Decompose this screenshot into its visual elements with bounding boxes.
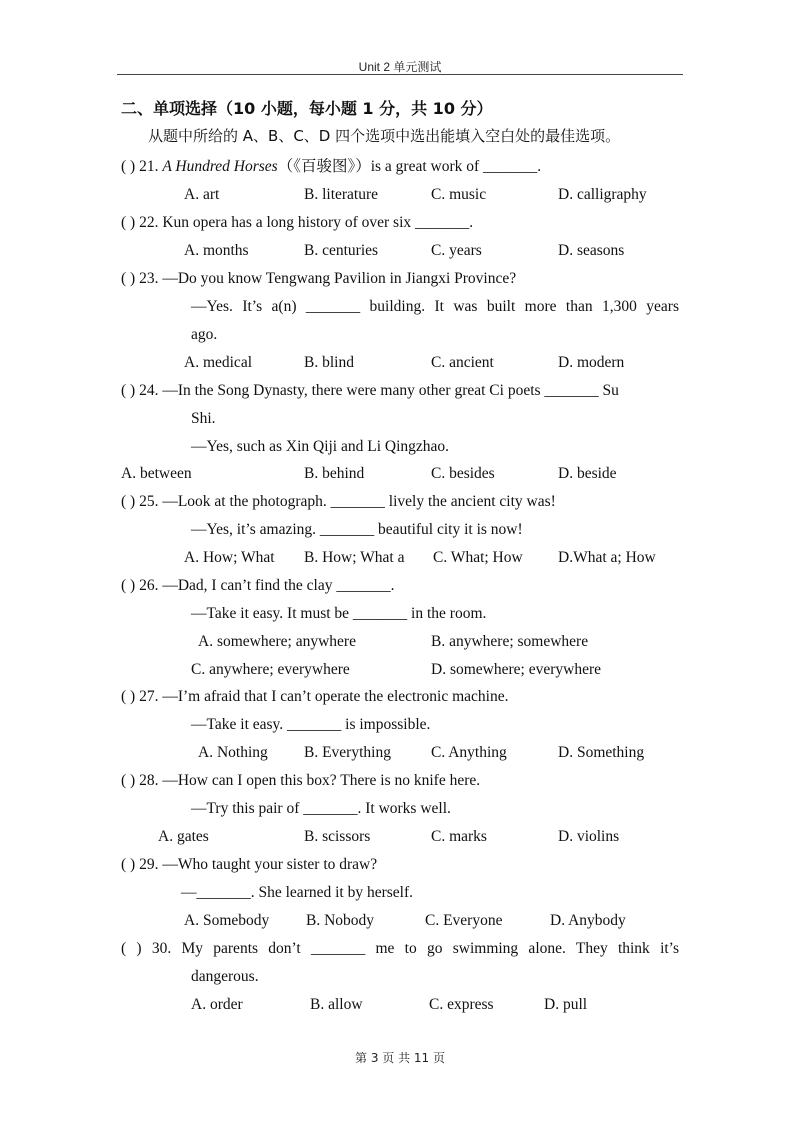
option-c: C. marks [431, 828, 487, 845]
answer-blank: ( ) [121, 158, 136, 175]
dialogue-reply: —_______. She learned it by herself. [181, 884, 414, 901]
answer-blank: ( ) [121, 688, 136, 705]
question-number: 29. [139, 856, 159, 873]
answer-blank: ( ) [121, 577, 136, 594]
option-c: C. years [431, 242, 482, 259]
option-d: D. Anybody [550, 912, 626, 929]
question-stem-line: ago. [191, 326, 218, 343]
question-stem: —Dad, I can’t find the clay _______. [162, 577, 395, 594]
question-number: 28. [139, 772, 159, 789]
dialogue-reply: —Yes, it’s amazing. _______ beautiful city it is now! [191, 521, 523, 538]
artwork-title: A Hundred Horses [162, 158, 278, 175]
answer-blank: ( ) [121, 940, 142, 957]
option-c: C. besides [431, 465, 495, 482]
option-b: B. scissors [304, 828, 371, 845]
question-stem: —Do you know Tengwang Pavilion in Jiangxi Province? [162, 270, 517, 287]
option-a: A. How; What [184, 549, 275, 566]
question-30-line [121, 939, 679, 959]
dialogue-reply: —Take it easy. _______ is impossible. [191, 716, 431, 733]
option-a: A. Nothing [198, 744, 268, 761]
question-number: 25. [139, 493, 159, 510]
section-title: 二、单项选择（10 小题，每小题 1 分，共 10 分） [121, 99, 493, 118]
question-stem: —In the Song Dynasty, there were many other great Ci poets _______ Su [162, 382, 619, 399]
option-d: D. pull [544, 996, 588, 1013]
option-d: D.What a; How [558, 549, 656, 566]
option-b: B. behind [304, 465, 365, 482]
question-number: 24. [139, 382, 159, 399]
option-c: C. anywhere; everywhere [191, 661, 350, 678]
option-b: B. literature [304, 186, 379, 203]
option-b: B. Everything [304, 744, 391, 761]
option-d: D. calligraphy [558, 186, 647, 203]
answer-blank: ( ) [121, 214, 136, 231]
dialogue-reply: —Take it easy. It must be _______ in the room. [191, 605, 487, 622]
question-number: 21. [139, 158, 159, 175]
option-a: A. order [191, 996, 243, 1013]
question-stem: My parents don’t _______ me to go swimming alone. They think it’s [181, 940, 680, 957]
question-28 [121, 771, 480, 791]
option-c: C. Anything [431, 744, 507, 761]
question-number: 23. [139, 270, 159, 287]
question-stem-line: Shi. [191, 410, 216, 427]
question-25 [121, 492, 556, 512]
answer-blank: ( ) [121, 270, 136, 287]
option-a: A. gates [158, 828, 209, 845]
option-b: B. Nobody [306, 912, 375, 929]
question-number: 27. [139, 688, 159, 705]
option-c: C. What; How [433, 549, 523, 566]
question-27 [121, 687, 508, 707]
dialogue-reply: —Yes, such as Xin Qiji and Li Qingzhao. [191, 438, 450, 455]
page-footer: 第 3 页 共 11 页 [355, 1051, 445, 1065]
option-d: D. modern [558, 354, 625, 371]
section-instructions: 从题中所给的 A、B、C、D 四个选项中选出能填入空白处的最佳选项。 [148, 127, 621, 145]
answer-blank: ( ) [121, 382, 136, 399]
option-c: C. ancient [431, 354, 494, 371]
question-stem-line: dangerous. [191, 968, 259, 985]
option-b: B. How; What a [304, 549, 405, 566]
question-number: 30. [151, 940, 172, 957]
question-stem: —Look at the photograph. _______ lively the ancient city was! [162, 493, 556, 510]
option-d: D. seasons [558, 242, 625, 259]
question-21 [121, 157, 541, 177]
option-a: A. between [121, 465, 192, 482]
question-30 [121, 939, 679, 959]
question-29 [121, 855, 377, 875]
option-d: D. somewhere; everywhere [431, 661, 601, 678]
answer-blank: ( ) [121, 772, 136, 789]
question-stem: Kun opera has a long history of over six _______. [162, 214, 474, 231]
question-23 [121, 269, 516, 289]
option-c: C. music [431, 186, 487, 203]
option-b: B. blind [304, 354, 354, 371]
option-a: A. months [184, 242, 249, 259]
option-d: D. beside [558, 465, 617, 482]
option-a: A. somewhere; anywhere [198, 633, 356, 650]
answer-blank: ( ) [121, 493, 136, 510]
option-a: A. art [184, 186, 220, 203]
question-stem: —Who taught your sister to draw? [162, 856, 378, 873]
question-26 [121, 576, 394, 596]
option-b: B. allow [310, 996, 363, 1013]
question-number: 22. [139, 214, 159, 231]
dialogue-reply: —Yes. It’s a(n) _______ building. It was built more than 1,300 years [191, 298, 679, 315]
option-a: A. Somebody [184, 912, 270, 929]
question-24 [121, 381, 619, 401]
question-stem: —I’m afraid that I can’t operate the electronic machine. [162, 688, 509, 705]
question-stem: （《百骏图》）is a great work of _______. [277, 158, 542, 175]
option-c: C. express [429, 996, 494, 1013]
header-divider [117, 74, 683, 75]
option-a: A. medical [184, 354, 253, 371]
dialogue-reply: —Try this pair of _______. It works well. [191, 800, 451, 817]
option-d: D. violins [558, 828, 620, 845]
option-d: D. Something [558, 744, 645, 761]
question-stem: —How can I open this box? There is no knife here. [162, 772, 481, 789]
question-stem-line [191, 297, 679, 317]
question-22 [121, 213, 473, 233]
option-c: C. Everyone [425, 912, 503, 929]
answer-blank: ( ) [121, 856, 136, 873]
page-header: Unit 2 单元测试 [358, 60, 442, 74]
option-b: B. centuries [304, 242, 379, 259]
option-b: B. anywhere; somewhere [431, 633, 589, 650]
question-number: 26. [139, 577, 159, 594]
